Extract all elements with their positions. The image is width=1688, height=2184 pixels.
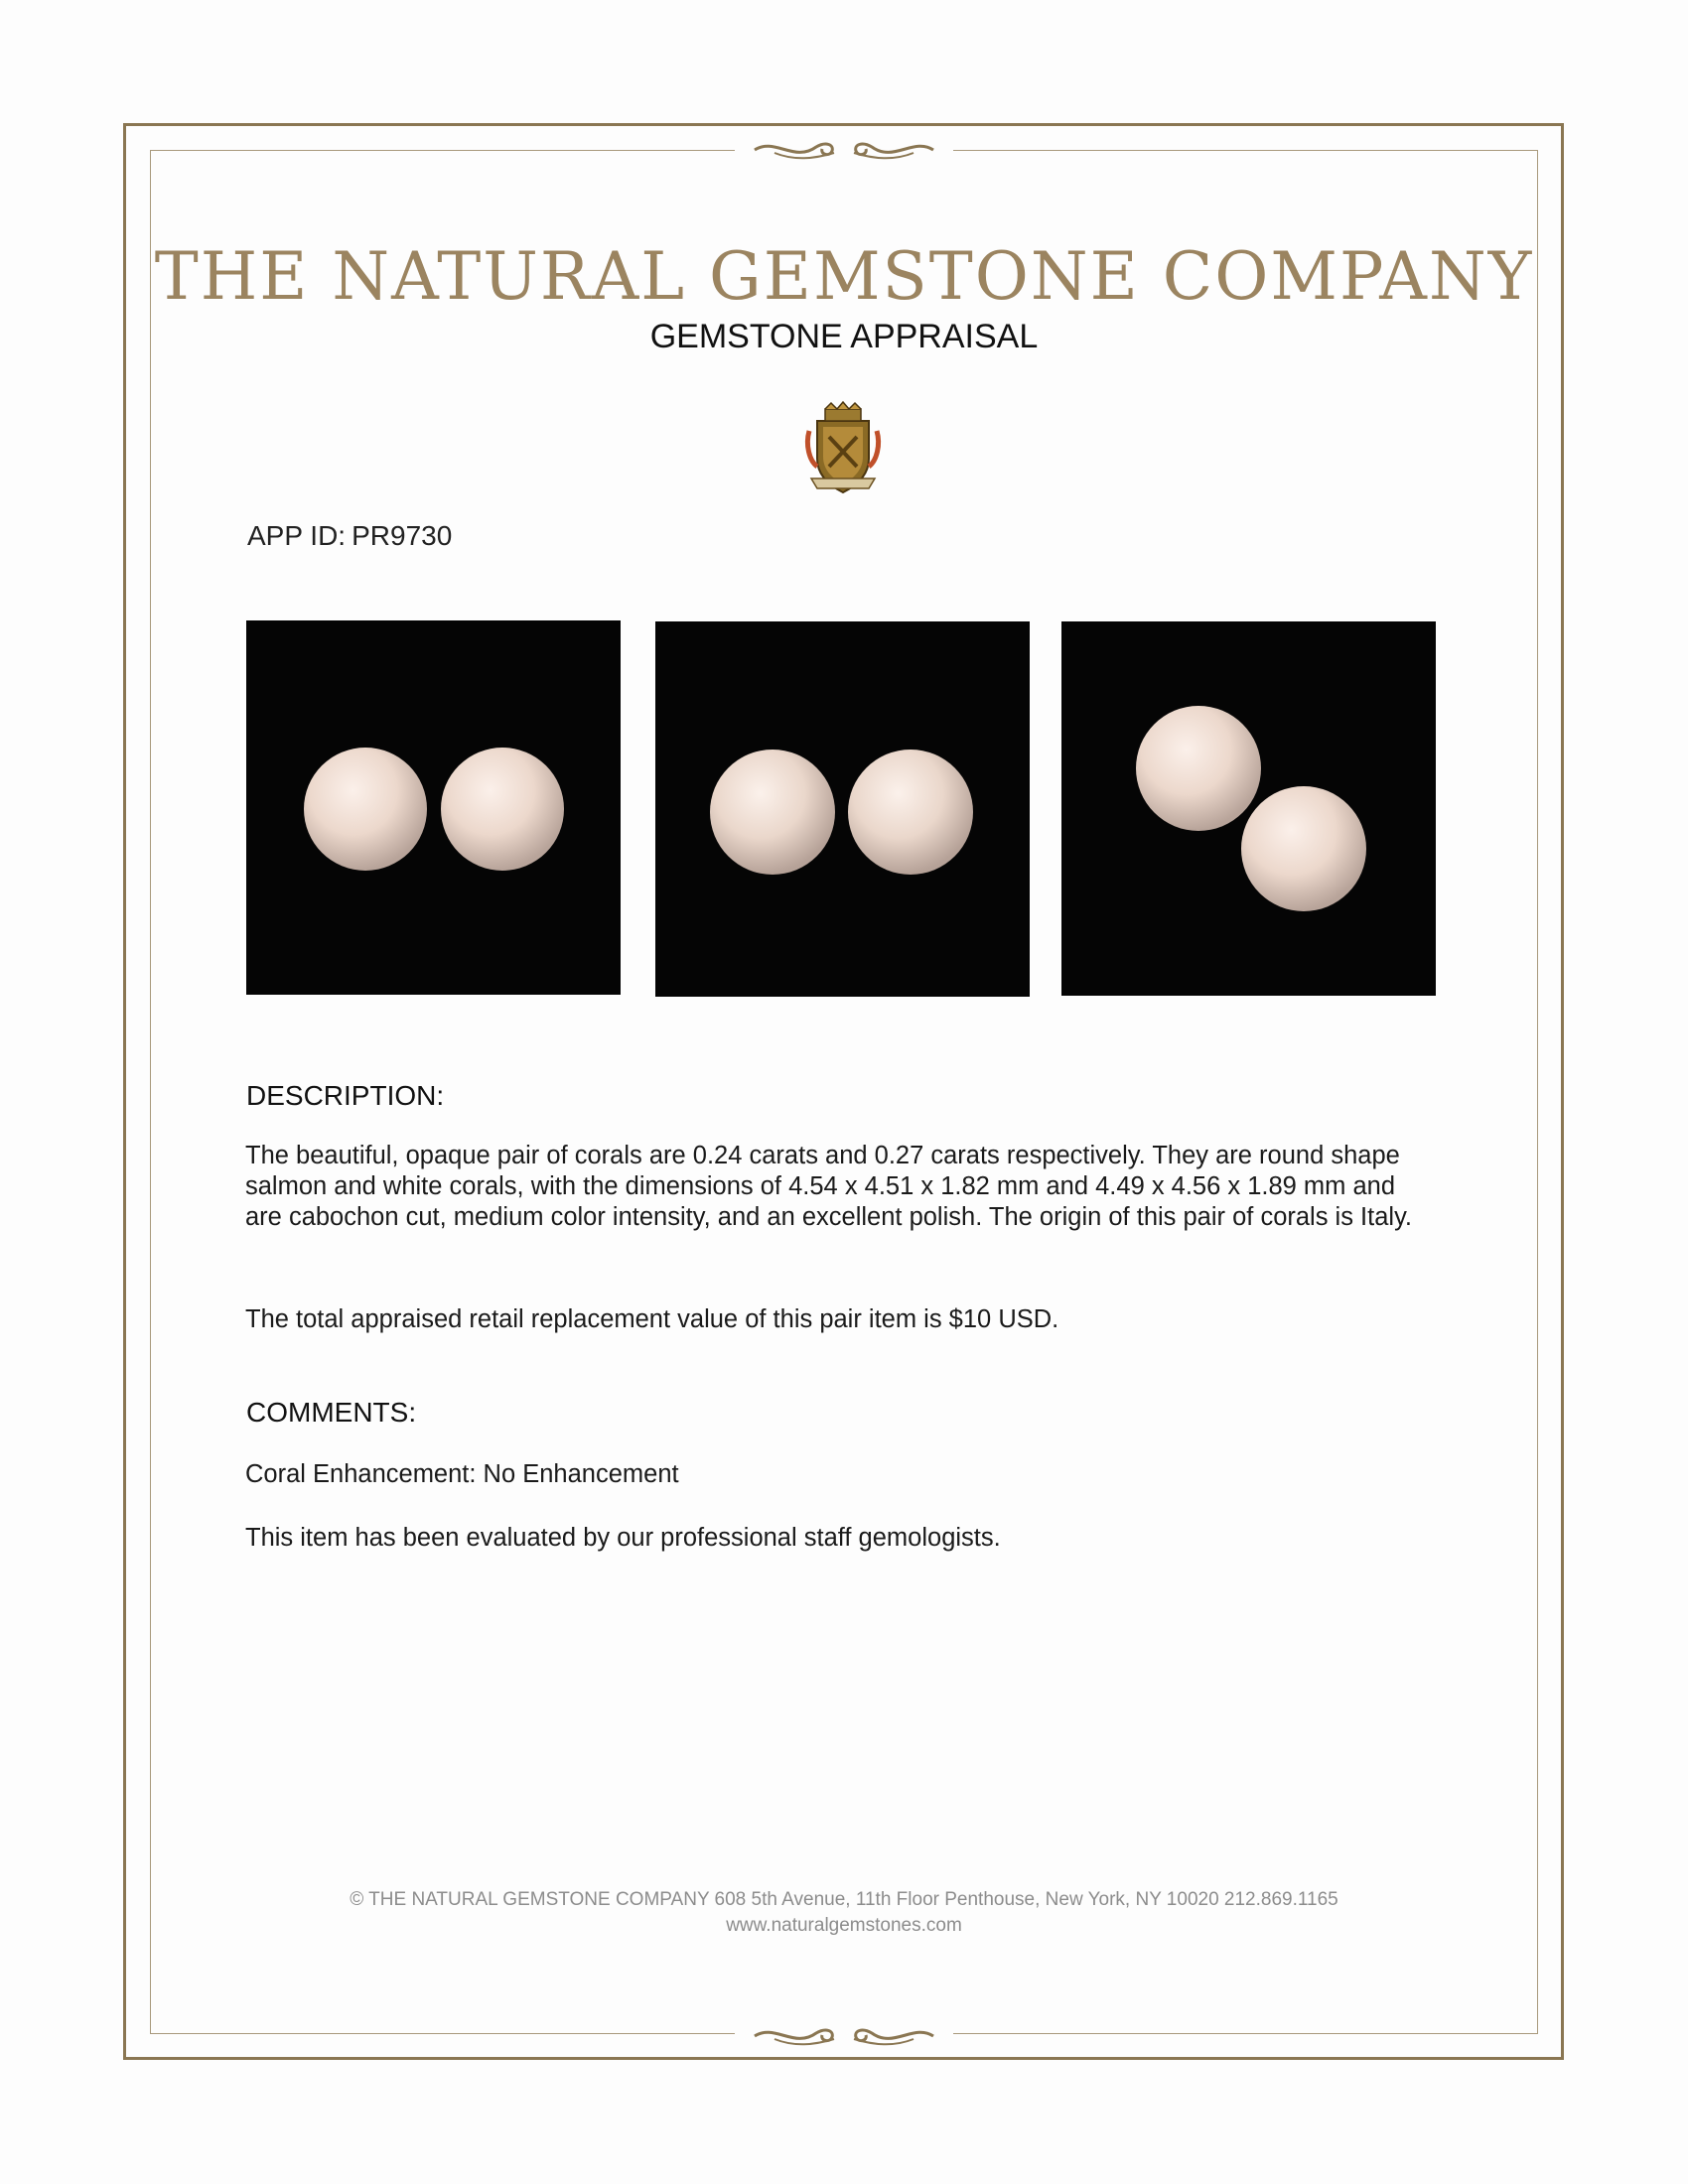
bottom-ornament-icon: [735, 2021, 953, 2051]
document-title: GEMSTONE APPRAISAL: [649, 318, 1039, 355]
comments-heading: COMMENTS:: [246, 1397, 417, 1428]
company-name: THE NATURAL GEMSTONE COMPANY: [154, 238, 1534, 315]
gemstone-photo-3: [1061, 621, 1436, 996]
enhancement-note: Coral Enhancement: No Enhancement: [245, 1460, 679, 1488]
app-id-label: APP ID:: [247, 520, 347, 551]
gemstone-photo-1: [246, 620, 621, 995]
app-id: [247, 520, 458, 552]
description-text: The beautiful, opaque pair of corals are 0.24 carats and 0.27 carats respectively. They are round shape salmon and white corals, with the dimensions of 4.54 x 4.51 x 1.82 mm and 4.49 x 4.56 x 1.89 mm and are cabochon cut, medium color intensity, and an excellent polish. The origin of this pair of corals is Italy.: [245, 1142, 1413, 1231]
heraldic-crest-icon: [803, 401, 883, 496]
description-heading: DESCRIPTION:: [246, 1080, 445, 1111]
footer-address: © THE NATURAL GEMSTONE COMPANY 608 5th Avenue, 11th Floor Penthouse, New York, NY 10020 212.869.1165: [350, 1889, 1338, 1910]
value-statement: The total appraised retail replacement value of this pair item is $10 USD.: [245, 1305, 1059, 1333]
gemstone-photo-2: [655, 621, 1030, 997]
top-ornament-icon: [735, 135, 953, 165]
footer-website[interactable]: www.naturalgemstones.com: [726, 1915, 962, 1936]
evaluation-note: This item has been evaluated by our professional staff gemologists.: [245, 1524, 1001, 1552]
app-id-value: PR9730: [352, 520, 453, 551]
